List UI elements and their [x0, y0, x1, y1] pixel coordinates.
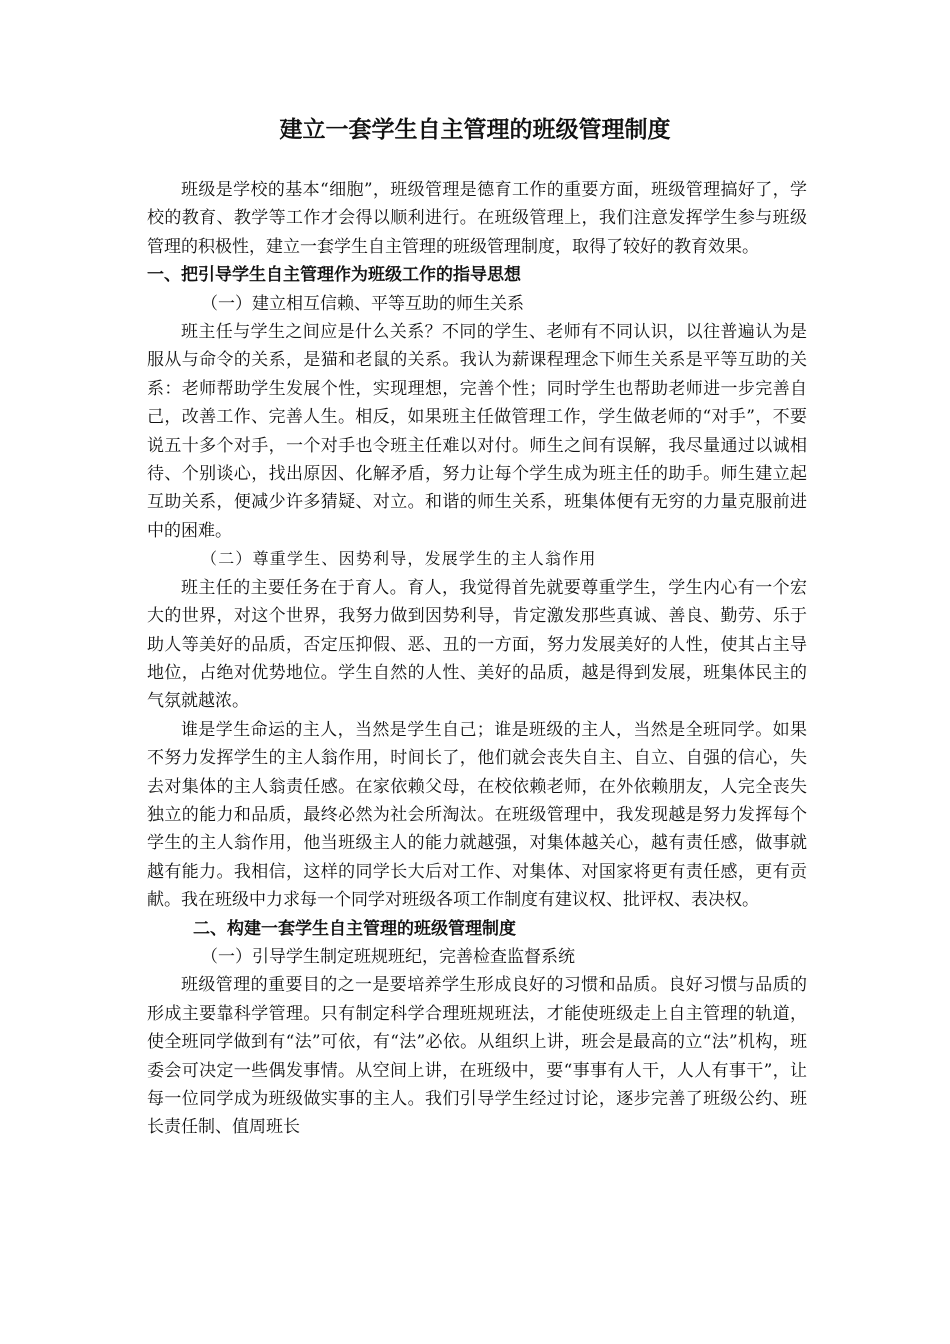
document-body: [147, 176, 807, 1142]
section-1-paragraph-2: 班主任的主要任务在于育人。育人，我觉得首先就要尊重学生，学生内心有一个宏大的世界，对这个世界，我努力做到因势利导，肯定激发那些真诚、善良、勤劳、乐于助人等美好的品质，否定压抑假、恶、丑的一方面，努力发展美好的人性，使其占主导地位，占绝对优势地位。学生自然的人性、美好的品质，越是得到发展，班集体民主的气氛就越浓。: [147, 577, 807, 712]
section-2-heading: 二、构建一套学生自主管理的班级管理制度: [193, 918, 516, 939]
section-1-paragraph-1: 班主任与学生之间应是什么关系？不同的学生、老师有不同认识，以往普遍认为是服从与命令的关系，是猫和老鼠的关系。我认为薪课程理念下师生关系是平等互助的关系：老师帮助学生发展个性，实现理想，完善个性；同时学生也帮助老师进一步完善自己，改善工作、完善人生。相反，如果班主任做管理工作，学生做老师的“对手”，不要说五十多个对手，一个对手也令班主任难以对付。师生之间有误解，我尽量通过以诚相待、个别谈心，找出原因、化解矛盾，努力让每个学生成为班主任的助手。师生建立起互助关系，便减少许多猜疑、对立。和谐的师生关系，班集体便有无穷的力量克服前进中的困难。: [147, 322, 807, 541]
section-2-paragraph-1: 班级管理的重要目的之一是要培养学生形成良好的习惯和品质。良好习惯与品质的形成主要靠科学管理。只有制定科学合理班规班法，才能使班级走上自主管理的轨道，使全班同学做到有“法”可依，有“法”必依。从组织上讲，班会是最高的立“法”机构，班委会可决定一些偶发事情。从空间上讲，在班级中，要“事事有人干，人人有事干”，让每一位同学成为班级做实事的主人。我们引导学生经过讨论，逐步完善了班级公约、班长责任制、值周班长: [147, 975, 807, 1138]
document-title: 建立一套学生自主管理的班级管理制度: [279, 116, 671, 143]
section-1-heading: 一、把引导学生自主管理作为班级工作的指导思想: [147, 265, 521, 286]
section-1-paragraph-3: 谁是学生命运的主人，当然是学生自己；谁是班级的主人，当然是全班同学。如果不努力发挥学生的主人翁作用，时间长了，他们就会丧失自主、自立、自强的信心，失去对集体的主人翁责任感。在家依赖父母，在校依赖老师，在外依赖朋友，人完全丧失独立的能力和品质，最终必然为社会所淘汰。在班级管理中，我发现越是努力发挥每个学生的主人翁作用，他当班级主人的能力就越强，对集体越关心，越有责任感，做事就越有能力。我相信，这样的同学长大后对工作、对集体、对国家将更有责任感，更有贡献。我在班级中力求每一个同学对班级各项工作制度有建议权、批评权、表决权。: [147, 719, 807, 911]
section-1-subheading-2: （二）尊重学生、因势利导，发展学生的主人翁作用: [201, 549, 597, 569]
section-1-subheading-1: （一）建立相互信赖、平等互助的师生关系: [201, 293, 524, 314]
section-2-subheading-1: （一）引导学生制定班规班纪，完善检查监督系统: [201, 946, 575, 967]
intro-paragraph: 班级是学校的基本“细胞”，班级管理是德育工作的重要方面，班级管理搞好了，学校的教育、教学等工作才会得以顺利进行。在班级管理上，我们注意发挥学生参与班级管理的积极性，建立一套学生自主管理的班级管理制度，取得了较好的教育效果。: [147, 180, 807, 257]
